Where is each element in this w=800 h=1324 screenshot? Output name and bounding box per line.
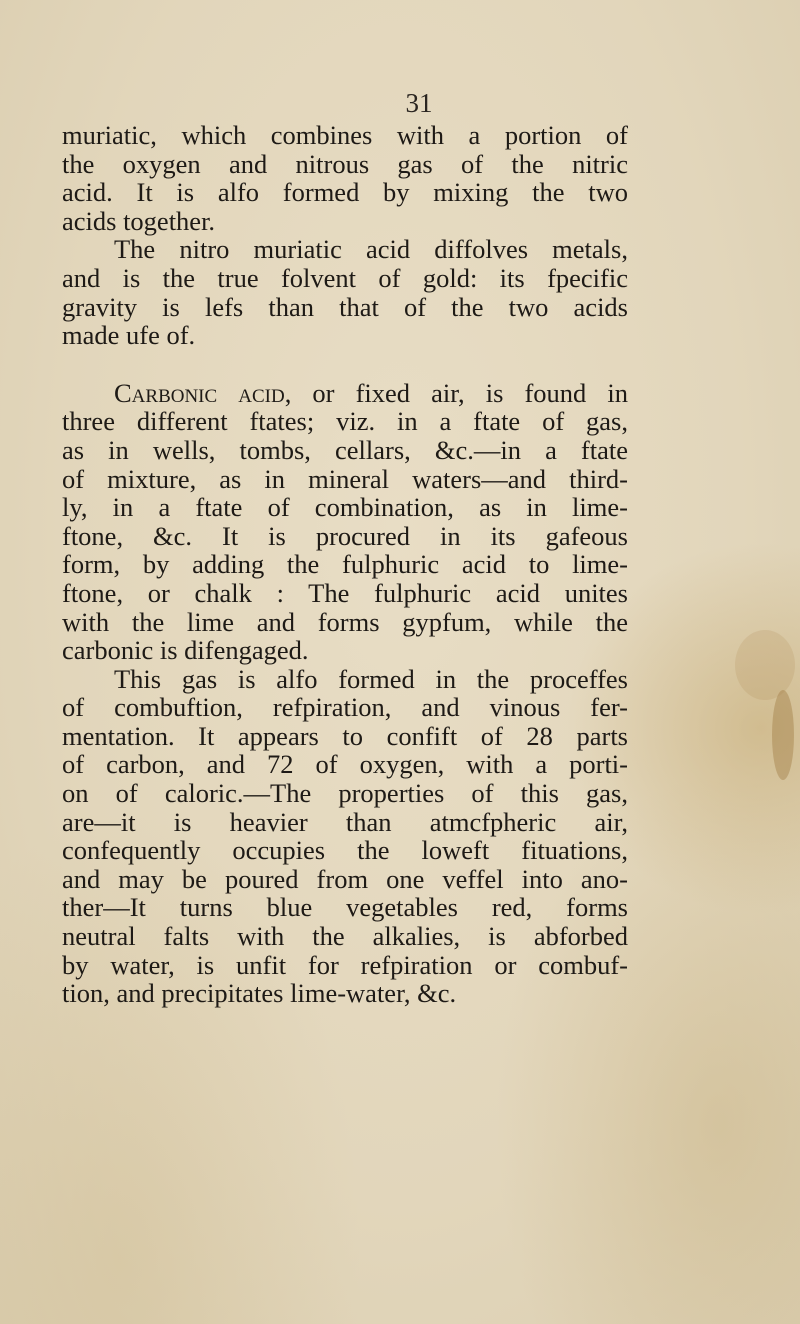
paragraph-gap — [62, 350, 628, 379]
text-line: made ufe of. — [62, 320, 196, 351]
text-line: acids together. — [62, 205, 216, 236]
paragraph — [62, 121, 628, 235]
paper-stain — [735, 630, 795, 700]
text-line: ftone, &c. It is procured in its gafeous — [62, 520, 628, 551]
section-lead: Carbonic acid, — [114, 377, 292, 408]
text-line: three different ftates; viz. in a ftate of gas, — [62, 406, 628, 437]
text-line: carbonic is difengaged. — [62, 635, 309, 666]
text-line: and may be poured from one veffel into ano- — [62, 863, 628, 894]
text-line: ftone, or chalk : The fulphuric acid unites — [62, 577, 628, 608]
text-line: of carbon, and 72 of oxygen, with a porti- — [62, 749, 628, 780]
paragraph — [62, 665, 628, 1008]
body-text — [62, 121, 628, 1008]
text-line — [62, 379, 628, 408]
text-line: neutral falts with the alkalies, is abforbed — [62, 921, 628, 952]
text-line: mentation. It appears to confift of 28 parts — [62, 720, 628, 751]
text-line: form, by adding the fulphuric acid to lime- — [62, 549, 628, 580]
text-line: tion, and precipitates lime-water, &c. — [62, 978, 457, 1009]
paragraph — [62, 235, 628, 349]
text-line-rest: or fixed air, is found in — [291, 377, 628, 408]
text-line: ther—It turns blue vegetables red, forms — [62, 892, 628, 923]
text-line: with the lime and forms gypfum, while the — [62, 606, 628, 637]
paper-stain — [772, 690, 794, 780]
text-line: by water, is unfit for refpiration or combuf- — [62, 949, 628, 980]
text-line: as in wells, tombs, cellars, &c.—in a ftate — [62, 434, 628, 465]
text-line: muriatic, which combines with a portion of — [62, 120, 628, 150]
paragraph — [62, 379, 628, 665]
text-line: gravity is lefs than that of the two acids — [62, 291, 628, 322]
page-number: 31 — [405, 88, 433, 118]
text-line: of combuftion, refpiration, and vinous fer- — [62, 692, 628, 723]
text-line: The nitro muriatic acid diffolves metals, — [114, 234, 628, 265]
text-line: and is the true folvent of gold: its fpecific — [62, 262, 628, 293]
text-line: confequently occupies the loweft fituations, — [62, 835, 628, 866]
text-line: the oxygen and nitrous gas of the nitric — [62, 148, 628, 179]
text-line: This gas is alfo formed in the proceffes — [114, 663, 628, 694]
text-line: are—it is heavier than atmcfpheric air, — [62, 806, 628, 837]
text-line: of mixture, as in mineral waters—and third- — [62, 463, 628, 494]
text-line: on of caloric.—The properties of this gas, — [62, 778, 628, 809]
text-line: acid. It is alfo formed by mixing the two — [62, 177, 628, 208]
text-line: ly, in a ftate of combination, as in lime- — [62, 492, 628, 523]
